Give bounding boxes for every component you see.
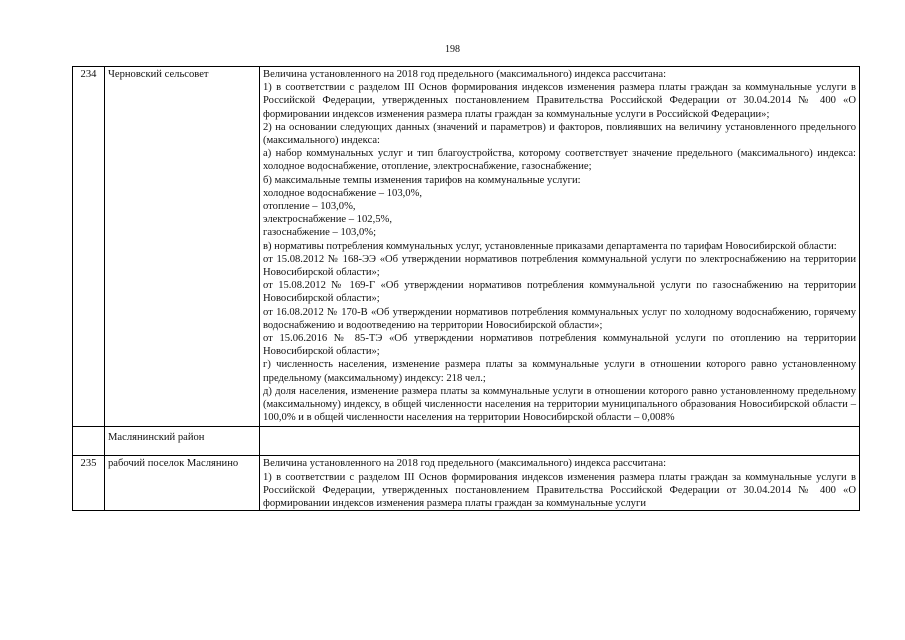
paragraph: от 16.08.2012 № 170-В «Об утверждении нормативов потребления коммунальных услуг по холодному водоснабжению, горячему водоснабжению и водоотведению на территории Новосибирской области»; <box>263 306 856 331</box>
paragraph: Величина установленного на 2018 год предельного (максимального) индекса рассчитана: <box>263 458 667 470</box>
municipality-name: Черновский сельсовет <box>105 67 260 427</box>
row-number: 235 <box>73 456 105 511</box>
paragraph: от 15.06.2016 № 85-ТЭ «Об утверждении нормативов потребления коммунальной услуги по отоплению на территории Новосибирской области»; <box>263 333 856 358</box>
paragraph: в) нормативы потребления коммунальных услуг, установленные приказами департамента по тарифам Новосибирской области: <box>263 240 837 252</box>
paragraph: 2) на основании следующих данных (значений и параметров) и факторов, повлиявших на величину установленного предельного (максимального) индекса: <box>263 121 856 147</box>
calculation-description <box>260 456 860 511</box>
paragraph: 1) в соответствии с разделом III Основ формирования индексов изменения размера платы граждан за коммунальные услуги в Российской Федерации, утвержденных постановлением Правительства Российской Федерации от 30.04.2014 № 400 «О формировании индексов изменения размера платы граждан за коммунальные услуги <box>263 471 856 510</box>
paragraph: 1) в соответствии с разделом III Основ формирования индексов изменения размера платы граждан за коммунальные услуги в Российской Федерации, утвержденных постановлением Правительства Российской Федерации от 30.04.2014 № 400 «О формировании индексов изменения размера платы граждан за коммунальные услуги в Российской Федерации»; <box>263 82 856 120</box>
paragraph: д) доля населения, изменение размера платы за коммунальные услуги в отношении которого равно установленному предельному (максимальному) индексу, в общей численности населения на территории муниципального образования Новосибирской области – 100,0% и в общей численности населения на территории Новосибирской области – 0,008% <box>263 385 856 424</box>
index-calculation-table <box>72 66 860 511</box>
table-row <box>73 456 860 511</box>
paragraph: а) набор коммунальных услуг и тип благоустройства, которому соответствует значение предельного (максимального) индекса: холодное водоснабжение, отопление, электроснабжение, газоснабжение; <box>263 148 856 173</box>
paragraph: от 15.08.2012 № 168-ЭЭ «Об утверждении нормативов потребления коммунальной услуги по электроснабжению на территории Новосибирской области»; <box>263 253 856 279</box>
table-row-region <box>73 427 860 456</box>
calculation-description <box>260 67 860 427</box>
paragraph: холодное водоснабжение – 103,0%, <box>263 187 423 199</box>
table-row <box>73 67 860 427</box>
paragraph: электроснабжение – 102,5%, <box>263 214 392 226</box>
paragraph: г) численность населения, изменение размера платы за коммунальные услуги в отношении которого равно установленному предельному (максимальному) индексу: 218 чел.; <box>263 359 856 384</box>
row-number <box>73 427 105 456</box>
calculation-description <box>260 427 860 456</box>
paragraph: газоснабжение – 103,0%; <box>263 227 377 239</box>
paragraph: б) максимальные темпы изменения тарифов на коммунальные услуги: <box>263 174 581 186</box>
paragraph: Величина установленного на 2018 год предельного (максимального) индекса рассчитана: <box>263 69 667 80</box>
row-number: 234 <box>73 67 105 427</box>
municipality-name: рабочий поселок Маслянино <box>105 456 260 511</box>
paragraph: отопление – 103,0%, <box>263 201 356 213</box>
paragraph: от 15.08.2012 № 169-Г «Об утверждении нормативов потребления коммунальной услуги по газоснабжению на территории Новосибирской области»; <box>263 280 856 305</box>
page-number: 198 <box>445 44 460 55</box>
region-name: Маслянинский район <box>105 427 260 456</box>
